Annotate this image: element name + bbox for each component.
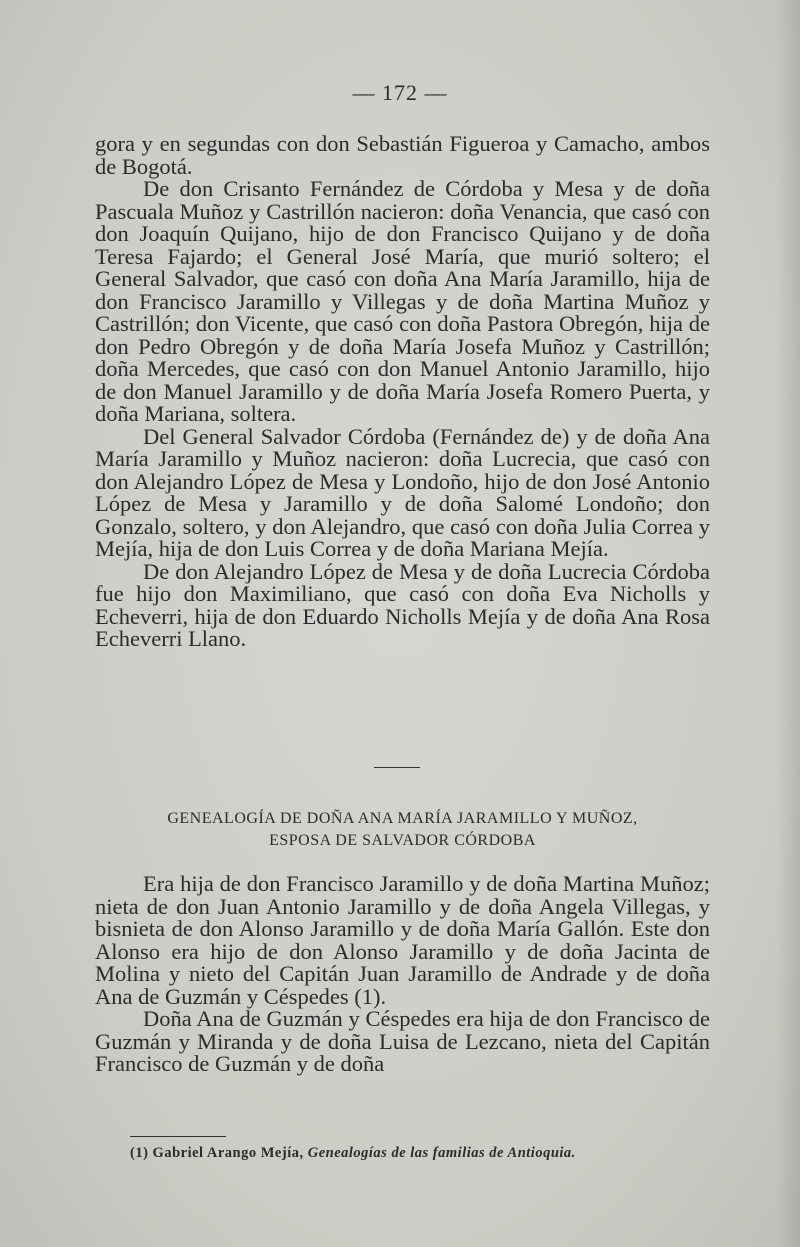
paragraph: Era hija de don Francisco Jaramillo y de doña Martina Muñoz; nieta de don Juan Antonio Jaramillo y de doña Angela Villegas, y bisnieta de don Alonso Jaramillo y de doña María Gallón. Este don Alonso era hijo de don Alonso Jaramillo y de doña Jacinta de Molina y nieto del Capitán Juan Jaramillo de Andrade y de doña Ana de Guzmán y Céspedes (1). xyxy=(95,871,710,1009)
paragraph: De don Crisanto Fernández de Córdoba y Mesa y de doña Pascuala Muñoz y Castrillón nacieron: doña Venancia, que casó con don Joaquín Quijano, hijo de don Francisco Quijano y de doña Teresa Fajardo; el General José María, que murió soltero; el General Salvador, que casó con doña Ana María Jaramillo, hija de don Francisco Jaramillo y Villegas y de doña Martina Muñoz y Castrillón; don Vicente, que casó con doña Pastora Obregón, hija de don Pedro Obregón y de doña María Josefa Muñoz y Castrillón; doña Mercedes, que casó con don Manuel Antonio Jaramillo, hijo de don Manuel Jaramillo y de doña María Josefa Romero Puerta, y doña Mariana, soltera. xyxy=(95,176,710,426)
section-heading-line-1: GENEALOGÍA DE DOÑA ANA MARÍA JARAMILLO Y MUÑOZ, xyxy=(167,810,638,827)
section-separator xyxy=(374,767,420,768)
text-block-top xyxy=(95,133,710,651)
paragraph: Del General Salvador Córdoba (Fernández de) y de doña Ana María Jaramillo y Muñoz nacieron: doña Lucrecia, que casó con don Alejandro López de Mesa y Londoño, hijo de don José Antonio López de Mesa y Jaramillo y de doña Salomé Londoño; don Gonzalo, soltero, y don Alejandro, que casó con doña Julia Correa y Mejía, hija de don Luis Correa y de doña Mariana Mejía. xyxy=(95,423,710,561)
page-edge-shadow xyxy=(776,0,800,1247)
paragraph: De don Alejandro López de Mesa y de doña Lucrecia Córdoba fue hijo don Maximiliano, que casó con doña Eva Nicholls y Echeverri, hija de don Eduardo Nicholls Mejía y de doña Ana Rosa Echeverri Llano. xyxy=(95,558,710,651)
footnote-author: Gabriel Arango Mejía, xyxy=(152,1145,304,1161)
text-block-bottom xyxy=(95,873,710,1076)
section-heading-line-2: ESPOSA DE SALVADOR CÓRDOBA xyxy=(269,832,536,849)
footnote-marker: (1) xyxy=(130,1145,149,1161)
page-number: — 172 — xyxy=(352,80,448,105)
paragraph: Doña Ana de Guzmán y Céspedes era hija de don Francisco de Guzmán y Miranda y de doña Luisa de Lezcano, nieta del Capitán Francisco de Guzmán y de doña xyxy=(95,1006,710,1076)
paragraph: gora y en segundas con don Sebastián Figueroa y Camacho, ambos de Bogotá. xyxy=(95,131,710,179)
footnote xyxy=(130,1145,710,1162)
footnote-rule xyxy=(130,1136,226,1137)
footnote-title: Genealogías de las familias de Antioquia. xyxy=(307,1145,576,1161)
